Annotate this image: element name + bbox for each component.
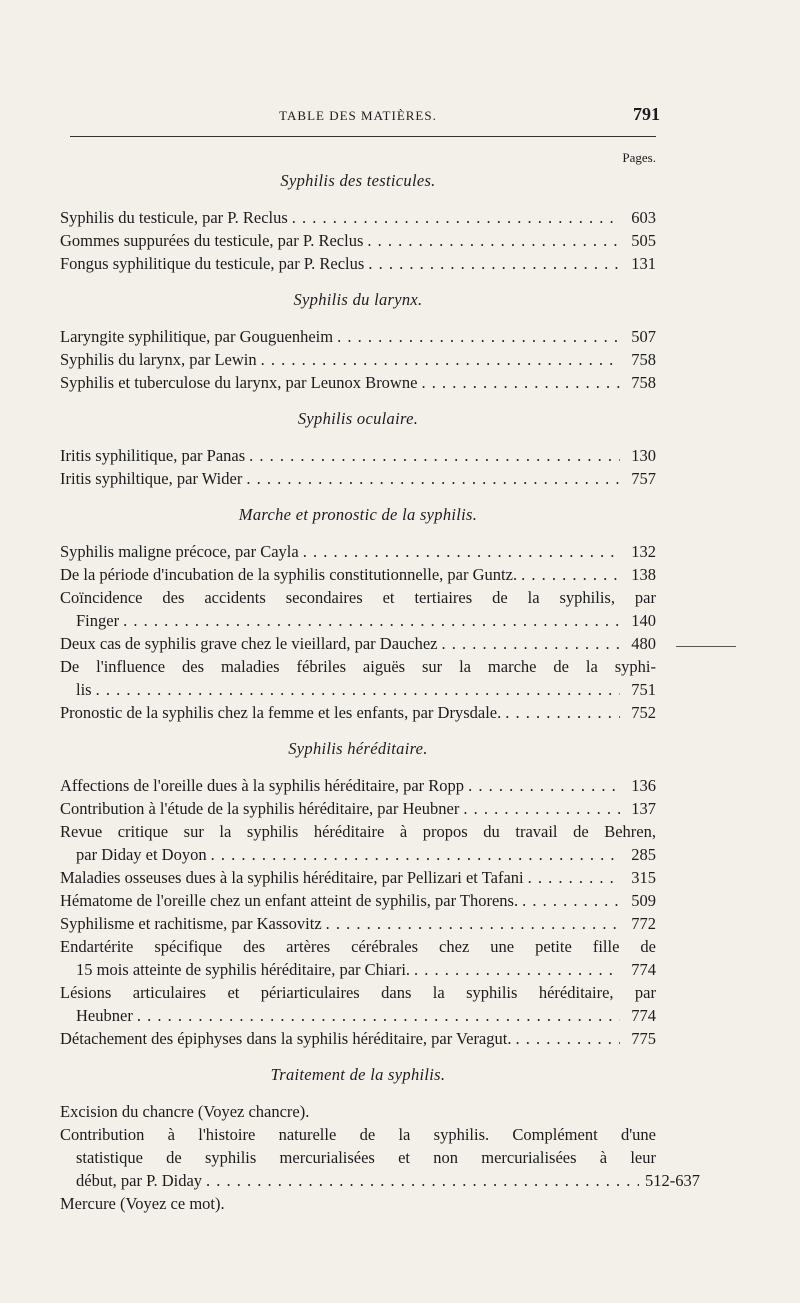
entry-title: De la période d'incubation de la syphilis constitutionnelle, par Guntz.: [60, 565, 518, 584]
entry-page-number: 603: [631, 208, 656, 227]
toc-entry: [60, 371, 656, 394]
entry-title: Contribution à l'étude de la syphilis héréditaire, par Heubner: [60, 799, 460, 818]
toc-entry: [60, 866, 656, 889]
toc-entry: [60, 981, 656, 1027]
dot-leader: [522, 889, 620, 912]
entry-title: Iritis syphilitique, par Panas: [60, 446, 246, 465]
margin-mark: [676, 646, 736, 647]
toc-entry: [60, 252, 656, 275]
section-title: Syphilis des testicules.: [280, 171, 436, 190]
entry-title: Syphilis maligne précoce, par Cayla: [60, 542, 299, 561]
entry-title: Pronostic de la syphilis chez la femme et les enfants, par Drysdale.: [60, 703, 502, 722]
entry-page-number: 507: [631, 327, 656, 346]
entry-title: Maladies osseuses dues à la syphilis héréditaire, par Pellizari et Tafani: [60, 868, 524, 887]
entry-page-number: 505: [631, 231, 656, 250]
dot-leader: [368, 252, 620, 275]
entry-text-line: statistique de syphilis mercurialisées et non mercurialisées à leur: [76, 1148, 656, 1167]
entry-title: Iritis syphiltique, par Wider: [60, 469, 243, 488]
entry-page-number: 757: [631, 469, 656, 488]
entry-text-line: Endartérite spécifique des artères cérébrales chez une petite fille de: [60, 937, 656, 956]
entry-title: Finger: [76, 611, 120, 630]
entry-page-number: 772: [631, 914, 656, 933]
entry-title: Syphilis du larynx, par Lewin: [60, 350, 257, 369]
dot-leader: [261, 348, 620, 371]
dot-leader: [326, 912, 620, 935]
entry-text-line: Revue critique sur la syphilis héréditaire à propos du travail de Behren,: [60, 822, 656, 841]
toc-entry: [60, 655, 656, 701]
dot-leader: [463, 797, 620, 820]
entry-title: Affections de l'oreille dues à la syphilis héréditaire, par Ropp: [60, 776, 465, 795]
section-title: Syphilis oculaire.: [297, 409, 419, 428]
dot-leader: [468, 774, 620, 797]
dot-leader: [211, 843, 620, 866]
toc-entry: [60, 348, 656, 371]
dot-leader: [206, 1169, 639, 1192]
dot-leader: [137, 1004, 620, 1027]
entry-page-number: 774: [631, 960, 656, 979]
section-title: Traitement de la syphilis.: [270, 1065, 446, 1084]
running-title: TABLE DES MATIÈRES.: [279, 108, 437, 123]
entry-title: Deux cas de syphilis grave chez le vieillard, par Dauchez: [60, 634, 438, 653]
section-title: Marche et pronostic de la syphilis.: [238, 505, 478, 524]
entry-title: Mercure (Voyez ce mot).: [60, 1194, 225, 1213]
entry-title: Détachement des épiphyses dans la syphilis héréditaire, par Veragut.: [60, 1029, 512, 1048]
entry-title: lis: [76, 680, 92, 699]
toc-entry: [60, 325, 656, 348]
entry-page-number: 315: [631, 868, 656, 887]
dot-leader: [246, 467, 620, 490]
toc-entry: [60, 206, 656, 229]
dot-leader: [303, 540, 620, 563]
dot-leader: [414, 958, 620, 981]
entry-title: 15 mois atteinte de syphilis héréditaire, par Chiari.: [76, 960, 411, 979]
toc-entry: [60, 540, 656, 563]
toc-entry: [60, 701, 656, 724]
dot-leader: [421, 371, 620, 394]
toc-entry: [60, 935, 656, 981]
page-number: 791: [633, 104, 660, 124]
toc-entry: [60, 912, 656, 935]
toc-entry: [60, 632, 656, 655]
entry-page-number: 512-637: [645, 1171, 700, 1190]
entry-page-number: 775: [631, 1029, 656, 1048]
entry-page-number: 140: [631, 611, 656, 630]
entry-page-number: 285: [631, 845, 656, 864]
entry-title: Laryngite syphilitique, par Gouguenheim: [60, 327, 334, 346]
dot-leader: [337, 325, 620, 348]
entry-page-number: 751: [631, 680, 656, 699]
pages-column-label: Pages.: [622, 150, 656, 165]
toc-entry: [60, 229, 656, 252]
entry-page-number: 509: [631, 891, 656, 910]
entry-page-number: 136: [631, 776, 656, 795]
dot-leader: [528, 866, 620, 889]
entry-page-number: 480: [631, 634, 656, 653]
section-title: Syphilis héréditaire.: [288, 739, 428, 758]
dot-leader: [367, 229, 620, 252]
entry-page-number: 752: [631, 703, 656, 722]
entry-text-line: Contribution à l'histoire naturelle de la syphilis. Complément d'une: [60, 1125, 656, 1144]
toc-entry: [60, 1123, 700, 1192]
toc-entry: [60, 774, 656, 797]
entry-page-number: 758: [631, 350, 656, 369]
table-of-contents: [60, 164, 700, 1215]
toc-entry: [60, 563, 656, 586]
dot-leader: [521, 563, 620, 586]
section-title: Syphilis du larynx.: [293, 290, 423, 309]
entry-title: Syphilis du testicule, par P. Reclus: [60, 208, 288, 227]
entry-text-line: De l'influence des maladies fébriles aiguës sur la marche de la syphi-: [60, 657, 656, 676]
entry-page-number: 138: [631, 565, 656, 584]
toc-entry: [60, 1100, 656, 1123]
entry-title: Syphilis et tuberculose du larynx, par Leunox Browne: [60, 373, 418, 392]
toc-entry: [60, 444, 656, 467]
dot-leader: [249, 444, 620, 467]
dot-leader: [515, 1027, 620, 1050]
entry-title: Hématome de l'oreille chez un enfant atteint de syphilis, par Thorens.: [60, 891, 519, 910]
entry-page-number: 130: [631, 446, 656, 465]
entry-page-number: 758: [631, 373, 656, 392]
entry-title: début, par P. Diday: [76, 1171, 203, 1190]
entry-title: Fongus syphilitique du testicule, par P. Reclus: [60, 254, 365, 273]
toc-entry: [60, 1192, 656, 1215]
dot-leader: [442, 632, 620, 655]
dot-leader: [505, 701, 620, 724]
toc-entry: [60, 586, 656, 632]
entry-title: par Diday et Doyon: [76, 845, 207, 864]
toc-entry: [60, 820, 656, 866]
entry-text-line: Lésions articulaires et périarticulaires dans la syphilis héréditaire, par: [60, 983, 656, 1002]
dot-leader: [123, 609, 620, 632]
entry-title: Heubner: [76, 1006, 133, 1025]
dot-leader: [292, 206, 620, 229]
toc-entry: [60, 797, 656, 820]
toc-entry: [60, 467, 656, 490]
page-header: [60, 104, 660, 128]
entry-title: Excision du chancre (Voyez chancre).: [60, 1102, 310, 1121]
entry-text-line: Coïncidence des accidents secondaires et tertiaires de la syphilis, par: [60, 588, 656, 607]
entry-page-number: 131: [631, 254, 656, 273]
entry-page-number: 774: [631, 1006, 656, 1025]
header-rule: [70, 136, 656, 137]
entry-page-number: 137: [631, 799, 656, 818]
toc-entry: [60, 1027, 656, 1050]
toc-entry: [60, 889, 656, 912]
entry-title: Gommes suppurées du testicule, par P. Reclus: [60, 231, 364, 250]
dot-leader: [96, 678, 620, 701]
entry-page-number: 132: [631, 542, 656, 561]
entry-title: Syphilisme et rachitisme, par Kassovitz: [60, 914, 322, 933]
